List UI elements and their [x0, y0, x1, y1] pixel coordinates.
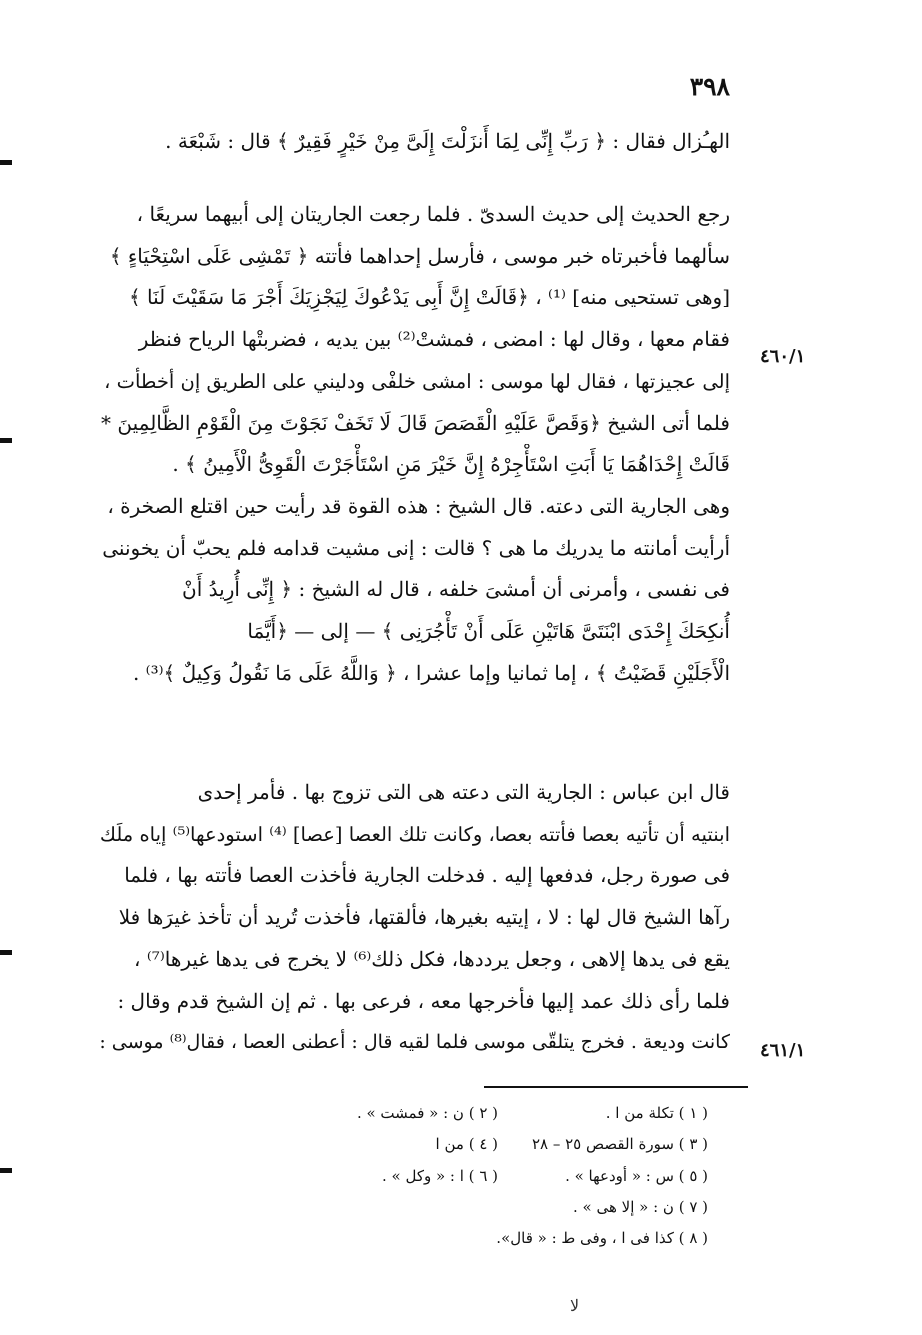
text-line: رجع الحديث إلى حديث السدىّ . فلما رجعت الجاريتان إلى أبيهما سريعًا ، — [136, 202, 730, 226]
margin-reference: ٤٦١/١ — [760, 1040, 806, 1061]
text-line: فى صورة رجل، فدفعها إليه . فدخلت الجارية فأخذت العصا فأتته بها ، فلما — [124, 863, 730, 888]
footnote-item: ( ٣ ) سورة القصص ٢٥ – ٢٨ — [531, 1135, 708, 1154]
text-line: وهى الجارية التى دعته. قال الشيخ : هذه القوة قد رأيت حين اقتلع الصخرة ، — [107, 493, 730, 518]
text-line: كانت وديعة . فخرج يتلقّى موسى فلما لقيه قال : أعطنى العصا ، فقال⁽⁸⁾ موسى : — [99, 1031, 730, 1054]
text-line: يقع فى يدها إلاهى ، وجعل يرددها، فكل ذلك⁽⁶⁾ لا يخرج فى يدها غيرها⁽⁷⁾ ، — [134, 946, 730, 971]
footnote-item: ( ٢ ) ن : « فمشت » . — [356, 1104, 498, 1122]
text-line: فلما رأى ذلك عمد إليها فأخرجها معه ، فرعى بها . ثم إن الشيخ قدم وقال : — [117, 988, 730, 1013]
text-line: أُنكِحَكَ إِحْدَى ابْنَتَىَّ هَاتَيْنِ عَلَى أَنْ تَأْجُرَنِى ﴾ — إلى — ﴿أَيَّمَا — [247, 619, 730, 644]
footnote-row — [288, 1129, 708, 1160]
footnote-row — [288, 1098, 708, 1129]
paragraph-main — [94, 194, 730, 694]
text-line: رآها الشيخ قال لها : لا ، إيتيه بغيرها، فألقتها، فأخذت تُريد أن تأخذ غيرَها فلا — [118, 905, 730, 930]
footnotes — [288, 1098, 708, 1254]
text-line: الهـُزال فقال : ﴿ رَبِّ إِنِّى لِمَا أَنزَلْتَ إِلَىَّ مِنْ خَيْرٍ فَقِيرٌ ﴾ قال : شَبْعَة . — [165, 129, 730, 153]
text-line: قَالَتْ إِحْدَاهُمَا يَا أَبَتِ اسْتَأْجِرْهُ إِنَّ خَيْرَ مَنِ اسْتَأْجَرْتَ الْقَوِىُّ الْأَمِينُ ﴾ . — [172, 452, 730, 477]
text-line: إلى عجيزتها ، فقال لها موسى : امشى خلفْى ودليني على الطريق إن أخطأت ، — [104, 369, 730, 393]
scan-edge-mark — [0, 160, 12, 165]
text-line: فلما أتى الشيخ ﴿وَقَصَّ عَلَيْهِ الْقَصَصَ قَالَ لَا تَخَفْ نَجَوْتَ مِنَ الْقَوْمِ الظَّالِمِينَ * — [101, 410, 730, 435]
page-number: ٣٩٨ — [689, 72, 730, 101]
text-line: [وهى تستحيى منه] ⁽¹⁾ ، ﴿قَالَتْ إِنَّ أَبِى يَدْعُوكَ لِيَجْزِيَكَ أَجْرَ مَا سَقَيْتَ لَنَا ﴾ — [128, 285, 730, 310]
footnote-row — [288, 1223, 708, 1254]
footnote-item: ( ٤ ) من ا — [435, 1135, 498, 1154]
footnote-item: ( ٥ ) س : « أودعها » . — [565, 1166, 708, 1185]
footnote-row — [288, 1161, 708, 1192]
footnote-item: ( ٧ ) ن : « إلا هى » . — [572, 1197, 708, 1216]
scan-edge-mark — [0, 950, 12, 955]
paragraph-opening — [94, 121, 730, 163]
text-line: فى نفسى ، وأمرنى أن أمشىَ خلفه ، قال له الشيخ : ﴿ إِنِّى أُرِيدُ أَنْ — [182, 577, 730, 602]
text-line: فقام معها ، وقال لها : امضى ، فمشتْ⁽²⁾ بين يديه ، فضربتْها الرياح فنظر — [138, 327, 730, 352]
paragraph-ibn-abbas — [94, 772, 730, 1064]
footnote-item: ( ٨ ) كذا فى ا ، وفى ط : « قال». — [496, 1229, 708, 1248]
scan-edge-mark — [0, 438, 12, 443]
signature-mark: ﻻ — [570, 1296, 580, 1315]
text-line: أرأيت أمانته ما يدريك ما هى ؟ قالت : إنى مشيت قدامه فلم يحبّ أن يخوننى — [102, 535, 730, 560]
text-line: قال ابن عباس : الجارية التى دعته هى التى تزوج بها . فأمر إحدى — [197, 780, 730, 804]
text-line: ابنتيه أن تأتيه بعصا فأتته بعصا، وكانت تلك العصا [عصا] ⁽⁴⁾ استودعها⁽⁵⁾ إياه ملَك — [99, 822, 730, 846]
margin-reference: ٤٦٠/١ — [760, 346, 806, 367]
scan-edge-mark — [0, 1168, 12, 1173]
footnote-divider — [484, 1086, 748, 1088]
footnote-row — [288, 1192, 708, 1223]
text-line: الْأَجَلَيْنِ قَضَيْتُ ﴾ ، إما ثمانيا وإما عشرا ، ﴿ وَاللَّهُ عَلَى مَا نَقُولُ وَكِيلٌ ﴾⁽³⁾ . — [132, 660, 730, 685]
footnote-item: ( ٦ ) ا : « وكل » . — [381, 1166, 498, 1185]
text-line: سألهما فأخبرتاه خبر موسى ، فأرسل إحداهما فأتته ﴿ تَمْشِى عَلَى اسْتِحْيَاءٍ ﴾ — [109, 243, 730, 268]
footnote-item: ( ١ ) تكلة من ا . — [605, 1104, 708, 1122]
